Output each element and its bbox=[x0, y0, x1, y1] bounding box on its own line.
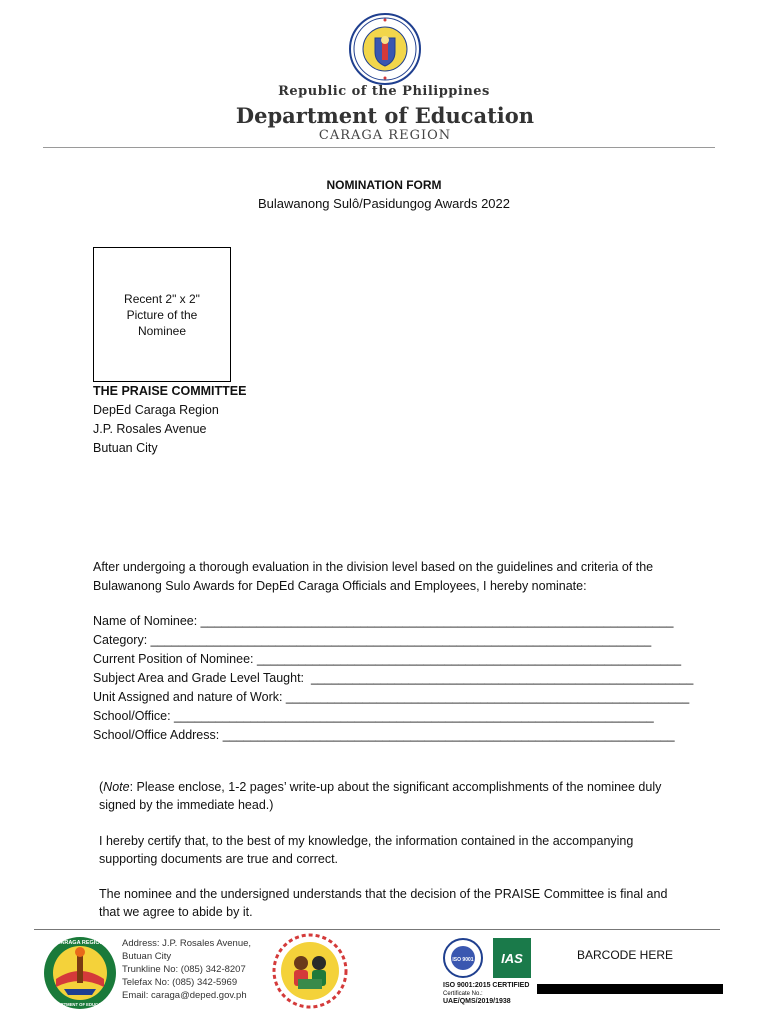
left-logo-bottom-text: DEPARTMENT OF EDUCATION bbox=[49, 1002, 111, 1007]
footer-divider bbox=[34, 929, 720, 930]
field-subject-area[interactable]: Subject Area and Grade Level Taught: _______________________________________________________ bbox=[93, 671, 694, 685]
addressee-block bbox=[93, 382, 246, 458]
addressee-name: THE PRAISE COMMITTEE bbox=[93, 384, 247, 398]
photo-caption-line: Nominee bbox=[137, 323, 186, 338]
iso-certification-logo bbox=[443, 936, 533, 981]
photo-caption-line: Recent 2" x 2" bbox=[124, 291, 200, 306]
contact-email[interactable]: Email: caraga@deped.gov.ph bbox=[122, 990, 247, 1001]
form-subtitle: Bulawanong Sulô/Pasidungog Awards 2022 bbox=[257, 196, 510, 211]
note-paragraph bbox=[99, 778, 679, 814]
certify-paragraph: I hereby certify that, to the best of my knowledge, the information contained in the accompanying supporting documents are true and correct. bbox=[99, 834, 634, 866]
field-school-office[interactable]: School/Office: _____________________________________________________________________ bbox=[93, 709, 654, 723]
field-unit-assigned[interactable]: Unit Assigned and nature of Work: __________________________________________________________ bbox=[93, 690, 690, 704]
barcode-placeholder-label: BARCODE HERE bbox=[576, 948, 674, 962]
caraga-region-logo bbox=[42, 935, 118, 1011]
intro-paragraph: After undergoing a thorough evaluation in the division level based on the guidelines and criteria of the Bulawanong Sulo Awards for DepEd Caraga Officials and Employees, I hereby nominate: bbox=[93, 560, 654, 593]
contact-telefax: Telefax No: (085) 342-5969 bbox=[122, 977, 238, 988]
republic-heading: Republic of the Philippines bbox=[278, 84, 490, 99]
photo-placeholder bbox=[93, 247, 231, 382]
left-logo-top-text: CARAGA REGION bbox=[56, 940, 104, 946]
addressee-line: J.P. Rosales Avenue bbox=[93, 422, 207, 436]
photo-caption-line: Picture of the bbox=[126, 307, 198, 322]
addressee-line: Butuan City bbox=[93, 441, 158, 455]
note-text: : Please enclose, 1-2 pages’ write-up about the significant accomplishments of the nominee duly signed by the immediate head.) bbox=[99, 780, 662, 812]
iso-certified-label: ISO 9001:2015 CERTIFIED bbox=[443, 982, 530, 989]
agree-paragraph: The nominee and the undersigned understands that the decision of the PRAISE Committee is final and that we agree to abide by it. bbox=[99, 887, 668, 919]
certificate-number: UAE/QMS/2019/1938 bbox=[443, 998, 511, 1005]
region-heading: CARAGA REGION bbox=[318, 128, 452, 143]
nomination-fields bbox=[93, 612, 693, 745]
contact-trunkline: Trunkline No: (085) 342-8207 bbox=[122, 964, 246, 975]
certificate-number-label: Certificate No.: bbox=[443, 991, 483, 997]
field-current-position[interactable]: Current Position of Nominee: _____________________________________________________________ bbox=[93, 652, 682, 666]
note-label: Note bbox=[103, 780, 130, 794]
contact-block bbox=[122, 937, 251, 1002]
deped-seal-logo bbox=[348, 12, 422, 86]
field-name-of-nominee[interactable]: Name of Nominee: ____________________________________________________________________ bbox=[93, 614, 674, 628]
contact-city: Butuan City bbox=[122, 951, 172, 962]
ias-badge-text: IAS bbox=[501, 951, 523, 966]
iso-certified-text bbox=[443, 982, 535, 1006]
form-title: NOMINATION FORM bbox=[326, 178, 442, 192]
field-school-office-address[interactable]: School/Office Address: _________________________________________________________________ bbox=[93, 728, 675, 742]
field-category[interactable]: Category: ________________________________________________________________________ bbox=[93, 633, 652, 647]
note-open: ( bbox=[99, 780, 104, 794]
contact-address: Address: J.P. Rosales Avenue, bbox=[122, 938, 252, 949]
barcode-bar bbox=[537, 984, 723, 994]
school-children-logo bbox=[272, 933, 348, 1009]
iso-badge-text: ISO 9001 bbox=[452, 957, 474, 963]
header-divider bbox=[43, 147, 715, 148]
department-heading: Department of Education bbox=[235, 103, 535, 128]
addressee-line: DepEd Caraga Region bbox=[93, 403, 219, 417]
